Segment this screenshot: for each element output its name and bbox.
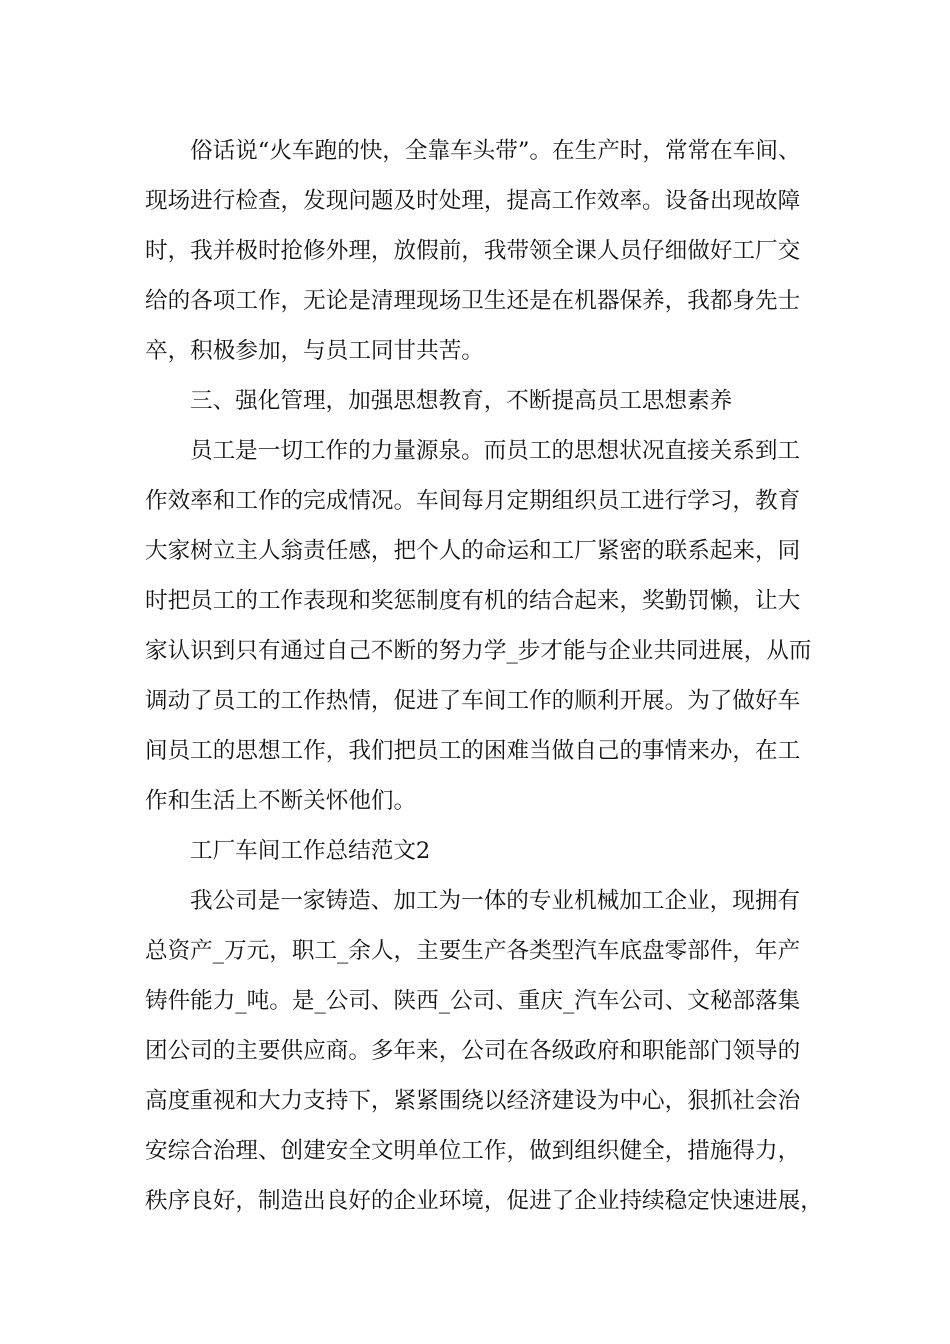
paragraph-line: 员工是一切工作的力量源泉。而员工的思想状况直接关系到工 xyxy=(190,438,801,464)
paragraph-line: 作效率和工作的完成情况。车间每月定期组织员工进行学习，教育 xyxy=(145,488,801,514)
paragraph-line: 现场进行检查，发现问题及时处理，提高工作效率。设备出现故障 xyxy=(145,188,801,214)
paragraph-line: 家认识到只有通过自己不断的努力学_步才能与企业共同进展，从而 xyxy=(145,638,812,664)
paragraph-line: 铸件能力_吨。是_公司、陕西_公司、重庆_汽车公司、文秘部落集 xyxy=(145,988,801,1014)
paragraph-line: 间员工的思想工作，我们把员工的困难当做自己的事情来办，在工 xyxy=(145,738,801,764)
paragraph-line: 俗话说“火车跑的快，全靠车头带”。在生产时，常常在车间、 xyxy=(190,138,801,164)
paragraph-line: 时，我并极时抢修外理，放假前，我带领全课人员仔细做好工厂交 xyxy=(145,238,801,264)
section-heading: 三、强化管理，加强思想教育，不断提高员工思想素养 xyxy=(190,388,733,414)
paragraph-line: 总资产_万元，职工_余人，主要生产各类型汽车底盘零部件，年产 xyxy=(145,938,801,964)
paragraph-line: 秩序良好，制造出良好的企业环境，促进了企业持续稳定快速进展， xyxy=(145,1188,823,1214)
paragraph-line: 高度重视和大力支持下，紧紧围绕以经济建设为中心，狠抓社会治 xyxy=(145,1088,801,1114)
paragraph-line: 我公司是一家铸造、加工为一体的专业机械加工企业，现拥有 xyxy=(190,888,801,914)
paragraph-line: 大家树立主人翁责任感，把个人的命运和工厂紧密的联系起来，同 xyxy=(145,538,801,564)
paragraph-line: 作和生活上不断关怀他们。 xyxy=(145,788,417,814)
section-title: 工厂车间工作总结范文2 xyxy=(190,838,431,864)
paragraph-line: 卒，积极参加，与员工同甘共苦。 xyxy=(145,338,484,364)
paragraph-line: 安综合治理、创建安全文明单位工作，做到组织健全，措施得力， xyxy=(145,1138,801,1164)
paragraph-line: 时把员工的工作表现和奖惩制度有机的结合起来，奖勤罚懒，让大 xyxy=(145,588,801,614)
paragraph-line: 给的各项工作，无论是清理现场卫生还是在机器保养，我都身先士 xyxy=(145,288,801,314)
paragraph-line: 团公司的主要供应商。多年来，公司在各级政府和职能部门领导的 xyxy=(145,1038,801,1064)
paragraph-line: 调动了员工的工作热情，促进了车间工作的顺利开展。为了做好车 xyxy=(145,688,801,714)
